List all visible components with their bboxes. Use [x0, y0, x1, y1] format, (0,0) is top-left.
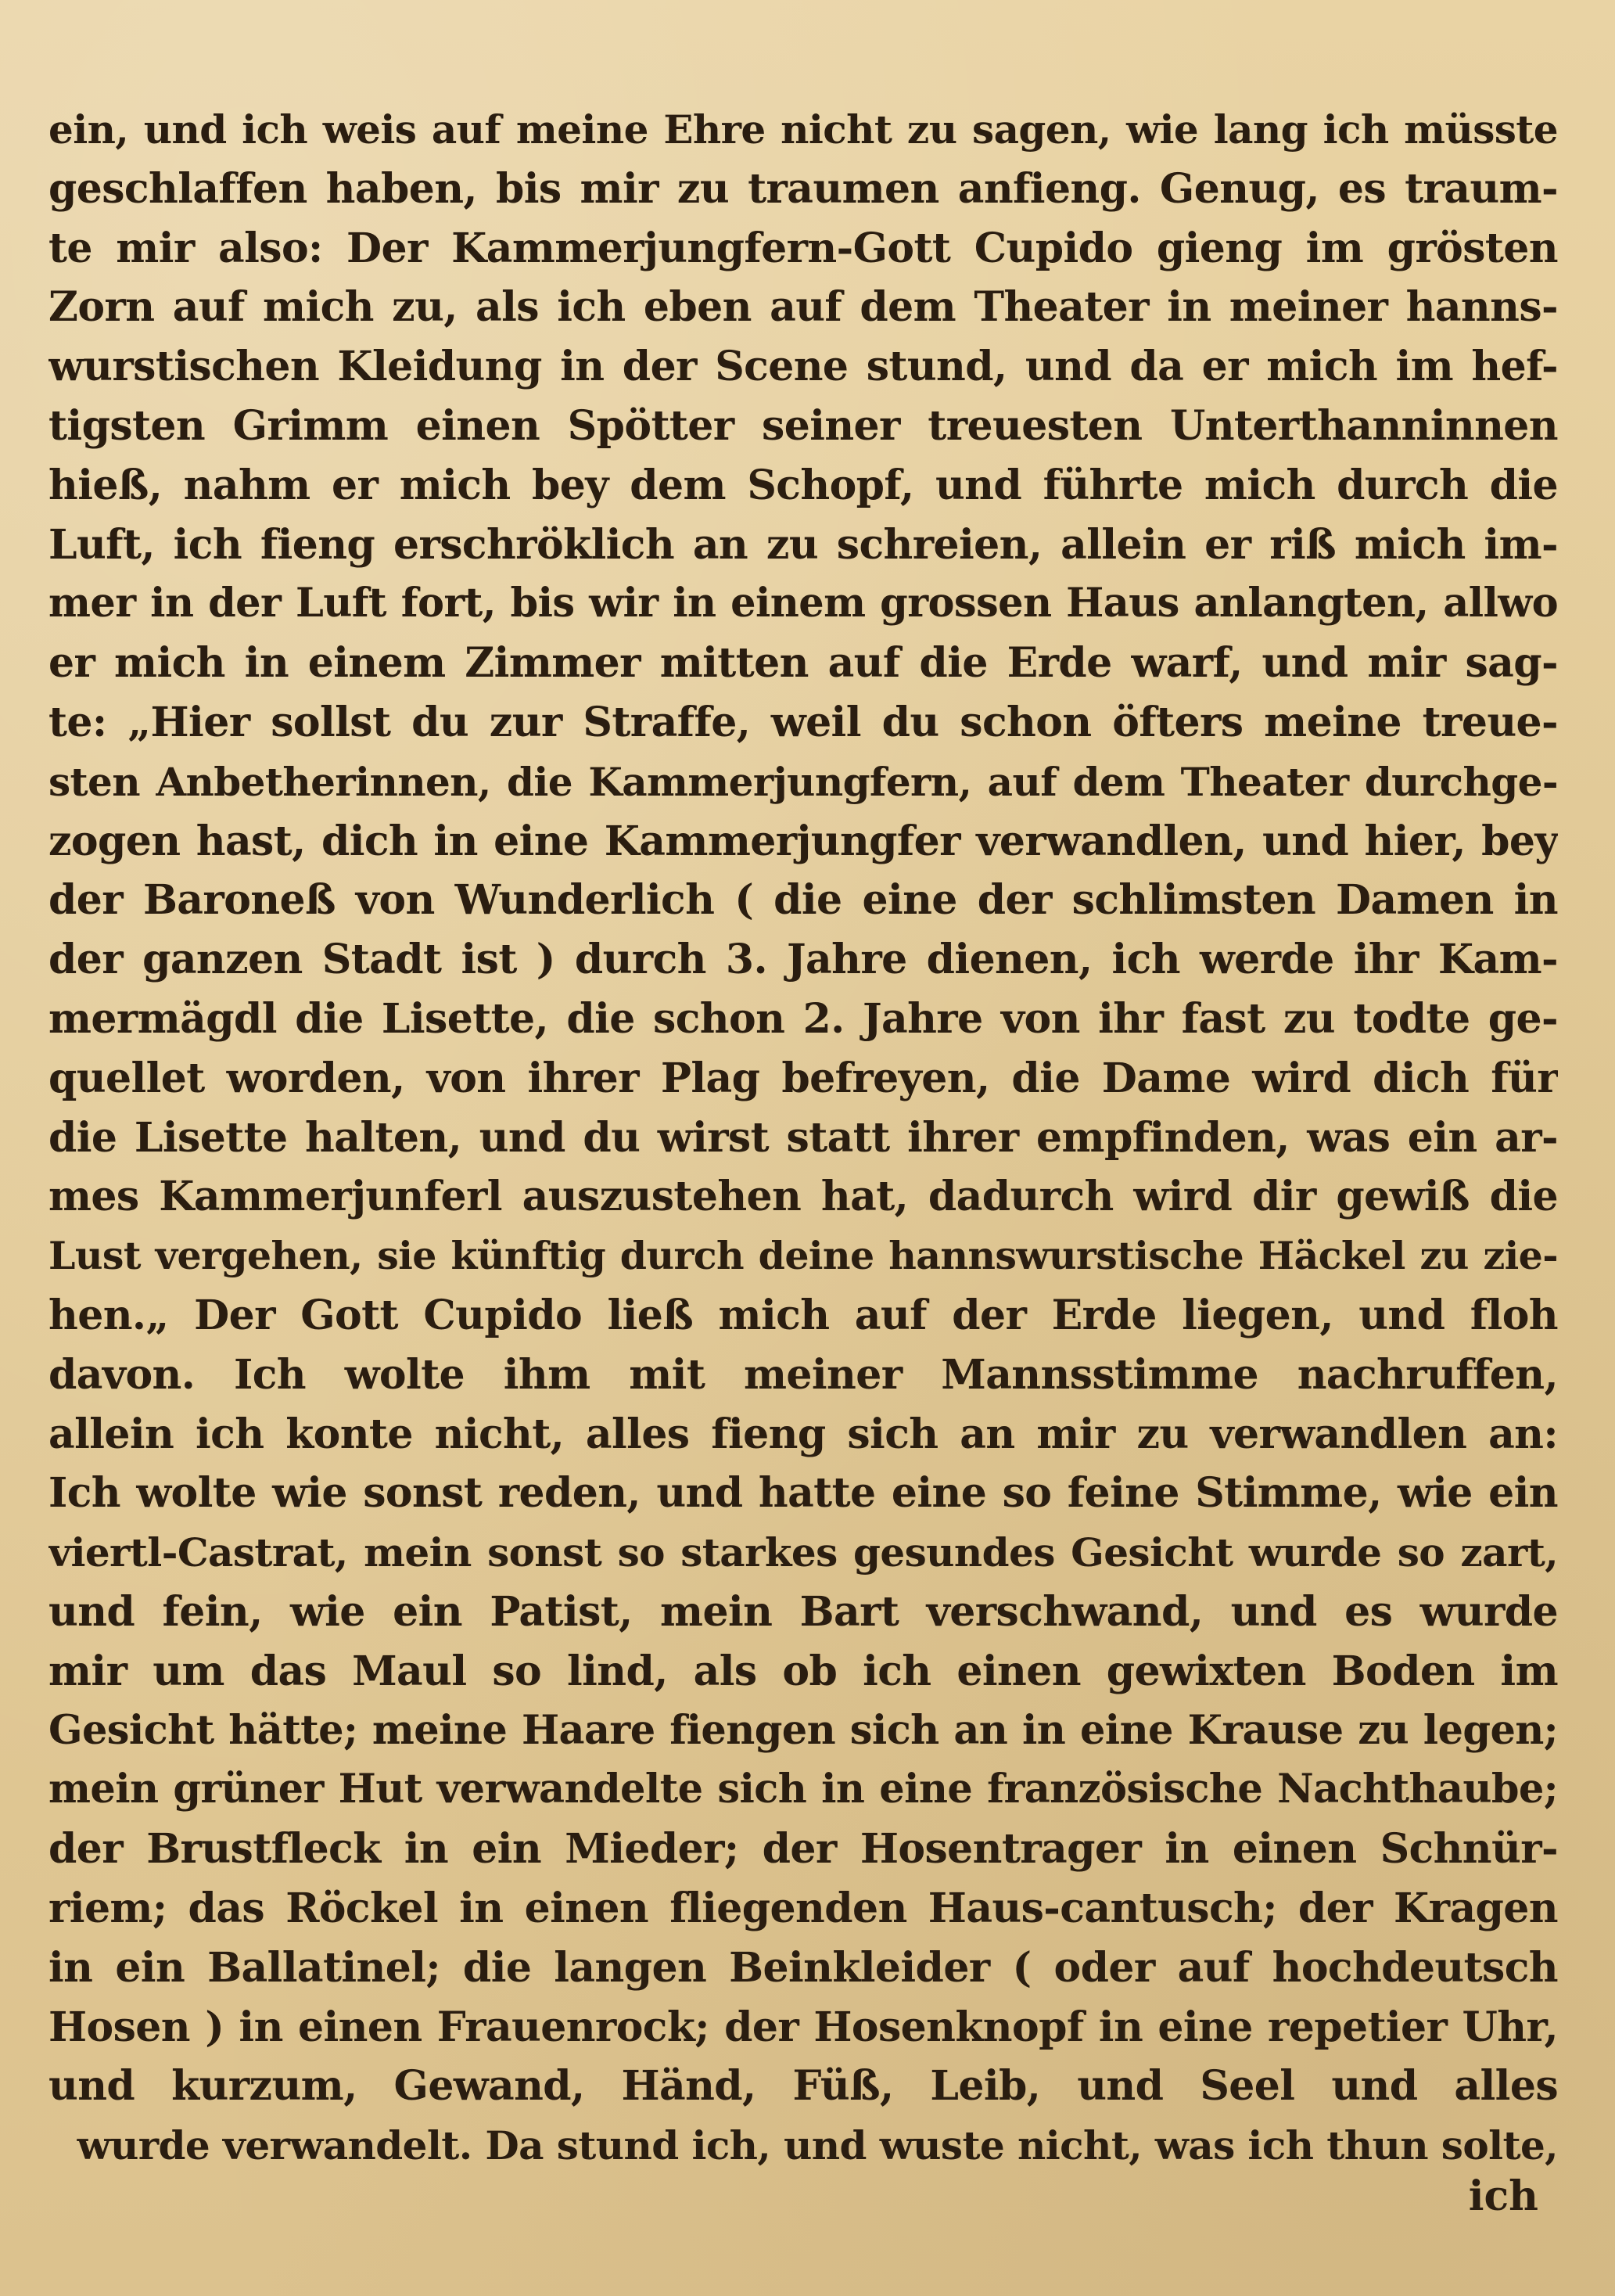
text-line: sten Anbetherinnen, die Kammerjungfern, auf dem Theater durchge-: [48, 758, 1558, 805]
text-line: mein grüner Hut verwandelte sich in eine französische Nachthaube;: [48, 1766, 1558, 1813]
text-line: der Brustfleck in ein Mieder; der Hosentrager in einen Schnür-: [48, 1825, 1558, 1874]
text-line: wurstischen Kleidung in der Scene stund, und da er mich im hef-: [48, 343, 1558, 391]
text-line: te mir also: Der Kammerjungfern-Gott Cupido gieng im grösten: [48, 224, 1558, 272]
text-line: hieß, nahm er mich bey dem Schopf, und führte mich durch die: [48, 461, 1558, 509]
text-line: er mich in einem Zimmer mitten auf die Erde warf, und mir sag-: [48, 639, 1558, 688]
text-line: geschlaffen haben, bis mir zu traumen anfieng. Genug, es traum-: [48, 164, 1558, 213]
text-line: viertl-Castrat, mein sonst so starkes gesundes Gesicht wurde so zart,: [48, 1529, 1558, 1576]
text-line: wurde verwandelt. Da stund ich, und wuste nicht, was ich thun solte,: [77, 2122, 1558, 2169]
text-line: zogen hast, dich in eine Kammerjungfer verwandlen, und hier, bey: [48, 817, 1558, 865]
text-line: und kurzum, Gewand, Händ, Füß, Leib, und Seel und alles: [48, 2062, 1558, 2111]
text-line: mir um das Maul so lind, als ob ich einen gewixten Boden im: [48, 1647, 1558, 1695]
text-line: Ich wolte wie sonst reden, und hatte eine so feine Stimme, wie ein: [48, 1469, 1558, 1518]
text-line: quellet worden, von ihrer Plag befreyen, die Dame wird dich für: [48, 1054, 1558, 1102]
text-line: Zorn auf mich zu, als ich eben auf dem Theater in meiner hanns-: [48, 283, 1558, 332]
text-line: Gesicht hätte; meine Haare fiengen sich an in eine Krause zu legen;: [48, 1706, 1558, 1754]
text-line: davon. Ich wolte ihm mit meiner Mannsstimme nachruffen,: [48, 1350, 1558, 1399]
text-line: allein ich konte nicht, alles fieng sich an mir zu verwandlen an:: [48, 1410, 1558, 1458]
text-line: te: „Hier sollst du zur Straffe, weil du schon öfters meine treue-: [48, 698, 1558, 746]
text-line: riem; das Röckel in einen fliegenden Haus-cantusch; der Kragen: [48, 1884, 1558, 1932]
text-line: und fein, wie ein Patist, mein Bart verschwand, und es wurde: [48, 1587, 1558, 1636]
text-line: der Baroneß von Wunderlich ( die eine der schlimsten Damen in: [48, 876, 1558, 925]
text-line: Hosen ) in einen Frauenrock; der Hosenknopf in eine repetier Uhr,: [48, 2003, 1558, 2051]
text-line: hen.„ Der Gott Cupido ließ mich auf der Erde liegen, und floh: [48, 1291, 1558, 1339]
text-line: ein, und ich weis auf meine Ehre nicht zu sagen, wie lang ich müsste: [48, 106, 1558, 153]
text-line: in ein Ballatinel; die langen Beinkleider ( oder auf hochdeutsch: [48, 1943, 1558, 1992]
catchword: ich: [1468, 2172, 1538, 2220]
text-line: Lust vergehen, sie künftig durch deine hannswurstische Häckel zu zie-: [48, 1233, 1558, 1279]
text-line: mes Kammerjunferl auszustehen hat, dadurch wird dir gewiß die: [48, 1173, 1558, 1221]
text-line: der ganzen Stadt ist ) durch 3. Jahre dienen, ich werde ihr Kam-: [48, 936, 1558, 984]
text-line: Luft, ich fieng erschröklich an zu schreien, allein er riß mich im-: [48, 520, 1558, 569]
text-line: tigsten Grimm einen Spötter seiner treuesten Unterthanninnen: [48, 401, 1558, 450]
text-line: mermägdl die Lisette, die schon 2. Jahre von ihr fast zu todte ge-: [48, 994, 1558, 1043]
page-text: [48, 100, 1558, 2176]
text-line: die Lisette halten, und du wirst statt ihrer empfinden, was ein ar-: [48, 1113, 1558, 1162]
text-line: mer in der Luft fort, bis wir in einem grossen Haus anlangten, allwo: [48, 580, 1558, 627]
